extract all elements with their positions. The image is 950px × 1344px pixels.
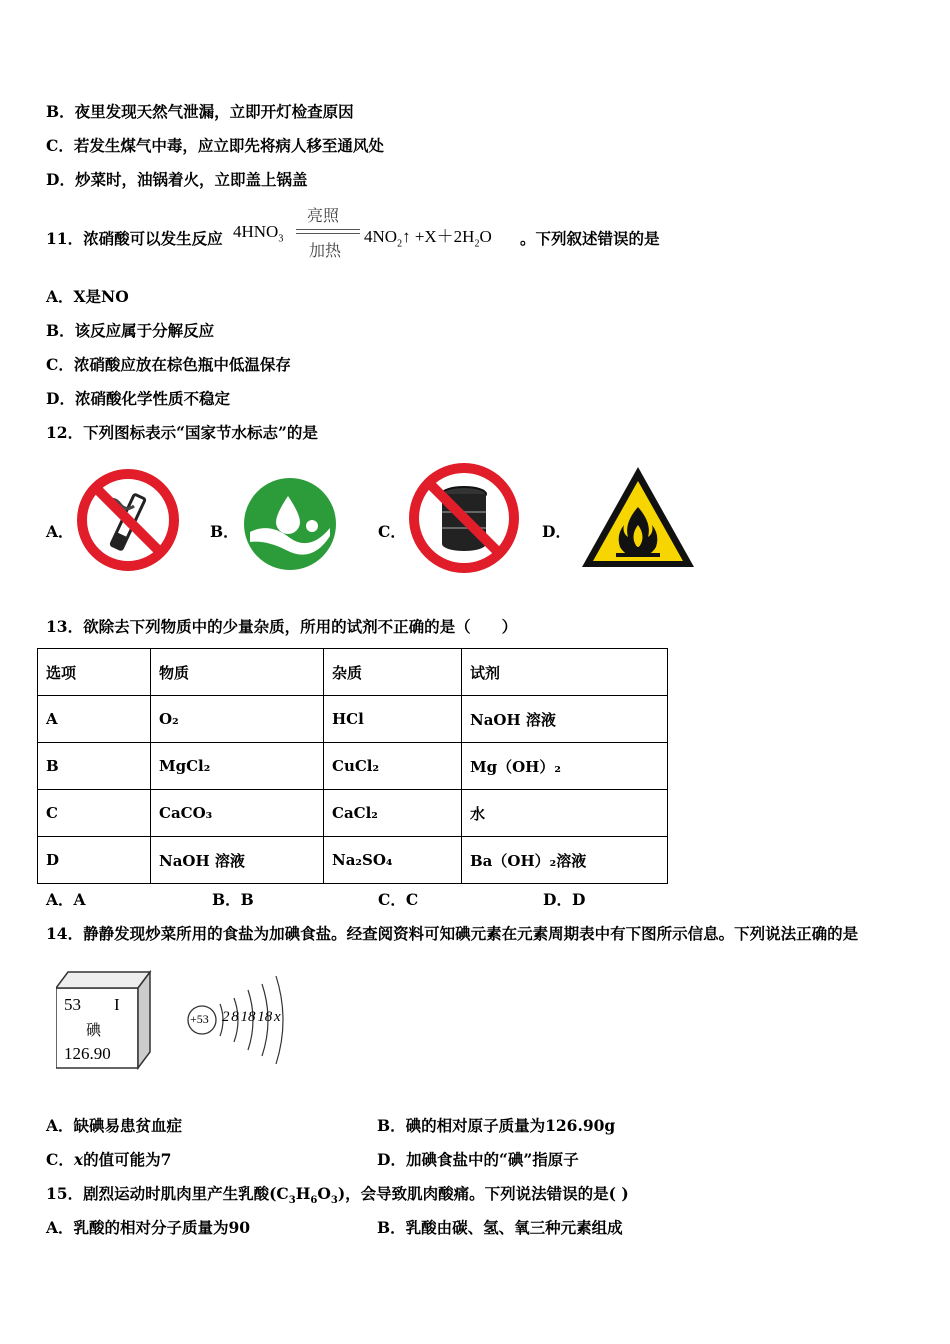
atomic-mass: 126.90 [64, 1044, 111, 1063]
q10-option-c: C．若发生煤气中毒，应立即先将病人移至通风处 [46, 136, 384, 155]
q11-stem-prefix: 11．浓硝酸可以发生反应 [46, 229, 223, 248]
q13-stem: 13．欲除去下列物质中的少量杂质，所用的试剂不正确的是（ ） [46, 617, 518, 636]
no-oil-barrel-icon [408, 462, 520, 574]
table-cell: 水 [462, 790, 668, 837]
q13-table [37, 648, 668, 884]
q12-label-b: B． [210, 522, 239, 541]
table-row [38, 837, 668, 884]
q11-equation-lhs: $4HNO_3$ [233, 222, 284, 245]
q13-answer-b: B．B [212, 890, 254, 909]
table-cell: Ba（OH）₂溶液 [462, 837, 668, 884]
table-header-cell: 杂质 [324, 649, 462, 696]
table-cell: A [38, 696, 151, 743]
table-header-row [38, 649, 668, 696]
nucleus-charge: +53 [190, 1012, 209, 1026]
q14-option-d: D．加碘食盐中的“碘”指原子 [377, 1150, 579, 1169]
q11-equation-rhs: $4NO_2↑ +X+2H_2O$ [364, 227, 492, 250]
element-name: 碘 [86, 1021, 102, 1039]
table-cell: MgCl₂ [151, 743, 324, 790]
q13-answer-a: A．A [46, 890, 86, 909]
q10-option-b: B．夜里发现天然气泄漏，立即开灯检查原因 [46, 102, 354, 121]
q12-stem: 12．下列图标表示“国家节水标志”的是 [46, 423, 318, 442]
table-cell: NaOH 溶液 [151, 837, 324, 884]
element-symbol: I [114, 995, 120, 1014]
no-smoking-icon [76, 468, 180, 572]
table-row [38, 743, 668, 790]
table-row [38, 696, 668, 743]
table-cell: HCl [324, 696, 462, 743]
table-cell: CaCO₃ [151, 790, 324, 837]
q11-option-b: B．该反应属于分解反应 [46, 321, 215, 340]
q10-option-d: D．炒菜时，油锅着火，立即盖上锅盖 [46, 170, 308, 189]
q14-option-a: A．缺碘易患贫血症 [46, 1116, 183, 1135]
electron-shells: 2 8 18 18 x [222, 1009, 281, 1025]
q15-option-b: B．乳酸由碳、氢、氧三种元素组成 [377, 1218, 623, 1237]
q14-option-b: B．碘的相对原子质量为126.90g [377, 1116, 616, 1135]
table-cell: C [38, 790, 151, 837]
table-header-cell: 试剂 [462, 649, 668, 696]
water-saving-icon [242, 476, 338, 572]
q11-option-c: C．浓硝酸应放在棕色瓶中低温保存 [46, 355, 291, 374]
table-cell: D [38, 837, 151, 884]
q11-option-d: D．浓硝酸化学性质不稳定 [46, 389, 230, 408]
element-card [56, 970, 150, 1068]
q15-option-a: A．乳酸的相对分子质量为90 [46, 1218, 251, 1237]
table-cell: Mg（OH）₂ [462, 743, 668, 790]
flammable-warning-icon [578, 463, 698, 571]
q14-stem: 14．静静发现炒菜所用的食盐为加碘食盐。经查阅资料可知碘元素在元素周期表中有下图所示信息。下列说法正确的是 [46, 924, 859, 943]
table-row [38, 790, 668, 837]
q11-option-a: A．X是NO [46, 287, 129, 306]
q13-answer-d: D．D [543, 890, 586, 909]
q13-answer-c: C．C [378, 890, 419, 909]
q14-option-c: C．x的值可能为7 [46, 1150, 172, 1169]
q12-label-a: A． [46, 522, 74, 541]
q15-stem: 15．剧烈运动时肌肉里产生乳酸$(C_3H_6O_3)$，会导致肌肉酸痛。下列说法错误的是( ) [46, 1184, 629, 1207]
table-header-cell: 物质 [151, 649, 324, 696]
q11-stem-suffix: 。下列叙述错误的是 [520, 229, 660, 248]
q11-equation-line1 [296, 229, 360, 230]
q11-equation-line2 [296, 233, 360, 234]
q11-condition-top: 亮照 [307, 208, 340, 225]
q12-label-d: D． [542, 522, 571, 541]
table-header-cell: 选项 [38, 649, 151, 696]
table-cell: NaOH 溶液 [462, 696, 668, 743]
q12-label-c: C． [378, 522, 406, 541]
table-cell: CaCl₂ [324, 790, 462, 837]
q11-condition-bottom: 加热 [309, 243, 342, 260]
table-cell: CuCl₂ [324, 743, 462, 790]
atomic-number: 53 [64, 995, 81, 1014]
table-cell: Na₂SO₄ [324, 837, 462, 884]
table-cell: O₂ [151, 696, 324, 743]
table-cell: B [38, 743, 151, 790]
